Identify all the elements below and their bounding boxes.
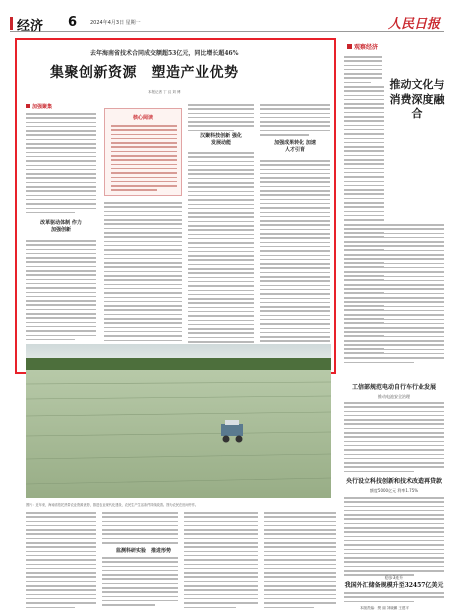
lead-article-title[interactable]: 集聚创新资源 塑造产业优势	[50, 65, 239, 81]
lead-col3-text	[188, 104, 254, 134]
article-forex-title[interactable]: 我国外汇储备规模升至32457亿美元	[344, 582, 444, 589]
core-reading-text	[111, 125, 177, 194]
lower-col1-text	[26, 512, 96, 611]
page-footer: 本版责编：樊 丽 刘晓鹏 王建平	[360, 606, 409, 610]
right-column-intro	[344, 56, 382, 86]
newspaper-logo: 人民日报	[387, 17, 440, 32]
lower-col4-text	[264, 512, 336, 611]
masthead	[10, 14, 444, 32]
right-column-title[interactable]: 推动文化与消费深度融合	[389, 78, 445, 121]
lower-col2-text-b	[102, 557, 178, 609]
lead-col3-text-b	[188, 152, 254, 350]
core-reading-box	[104, 108, 182, 196]
page-number: 6	[68, 15, 78, 30]
lower-col3-text	[184, 512, 258, 611]
lower-col2-text	[102, 512, 178, 546]
lead-col4-text-b	[260, 160, 330, 349]
lead-col1-text	[26, 113, 96, 216]
photo-caption: 图片：近年来，海南省依托热带农业资源优势，推进农业现代化建设，农民生产生活条件持续改善。图为农民在田间劳作。	[26, 503, 199, 507]
lead-section-head-text: 加强聚集	[32, 104, 53, 110]
lead-lower-head: 改革驱动体制 作力加强创新	[40, 220, 82, 233]
section-marker	[10, 17, 13, 30]
right-column-section-text: 观察经济	[354, 44, 379, 51]
lead-mid-head-1: 汉聚科技创新 强化发展动能	[200, 133, 242, 146]
square-icon	[26, 104, 30, 108]
farm-photo-graphic	[26, 344, 331, 498]
article-ebike-subtitle: 推动电池安全治理	[378, 394, 410, 399]
article-ebike-text	[344, 402, 444, 475]
lead-mid-head-2: 加强成果转化 加速人才引育	[274, 140, 316, 153]
right-column-section-head	[347, 42, 378, 51]
lower-mid-head: 监测科研实验 推进形势	[116, 548, 172, 554]
article-forex-text	[344, 592, 444, 605]
lead-col2-text	[104, 202, 182, 348]
issue-date: 2024年4月3日 星期一	[90, 20, 141, 26]
article-pboc-text	[344, 497, 444, 579]
article-forex-kicker: 稳步3连升	[384, 575, 404, 580]
article-ebike-title[interactable]: 工信部规范电动自行车行业发展	[351, 384, 436, 391]
lead-article-byline: 本报记者 丁 汉 刘 博	[148, 90, 181, 94]
article-pboc-subtitle: 额度5000亿元 利率1.75%	[369, 488, 419, 493]
right-column-text-b	[344, 224, 444, 366]
lead-col1-text-b	[26, 240, 96, 343]
lead-col4-text	[260, 104, 330, 138]
section-name: 经济	[17, 19, 44, 34]
lead-section-head	[26, 103, 52, 110]
lead-article-subtitle: 去年海南省技术合同成交额超53亿元，同比增长超46%	[90, 50, 239, 57]
square-icon	[347, 44, 352, 49]
farm-photo	[26, 344, 331, 498]
article-pboc-title[interactable]: 央行设立科技创新和技术改造再贷款	[345, 478, 442, 485]
core-reading-title: 核心阅读	[132, 115, 153, 121]
